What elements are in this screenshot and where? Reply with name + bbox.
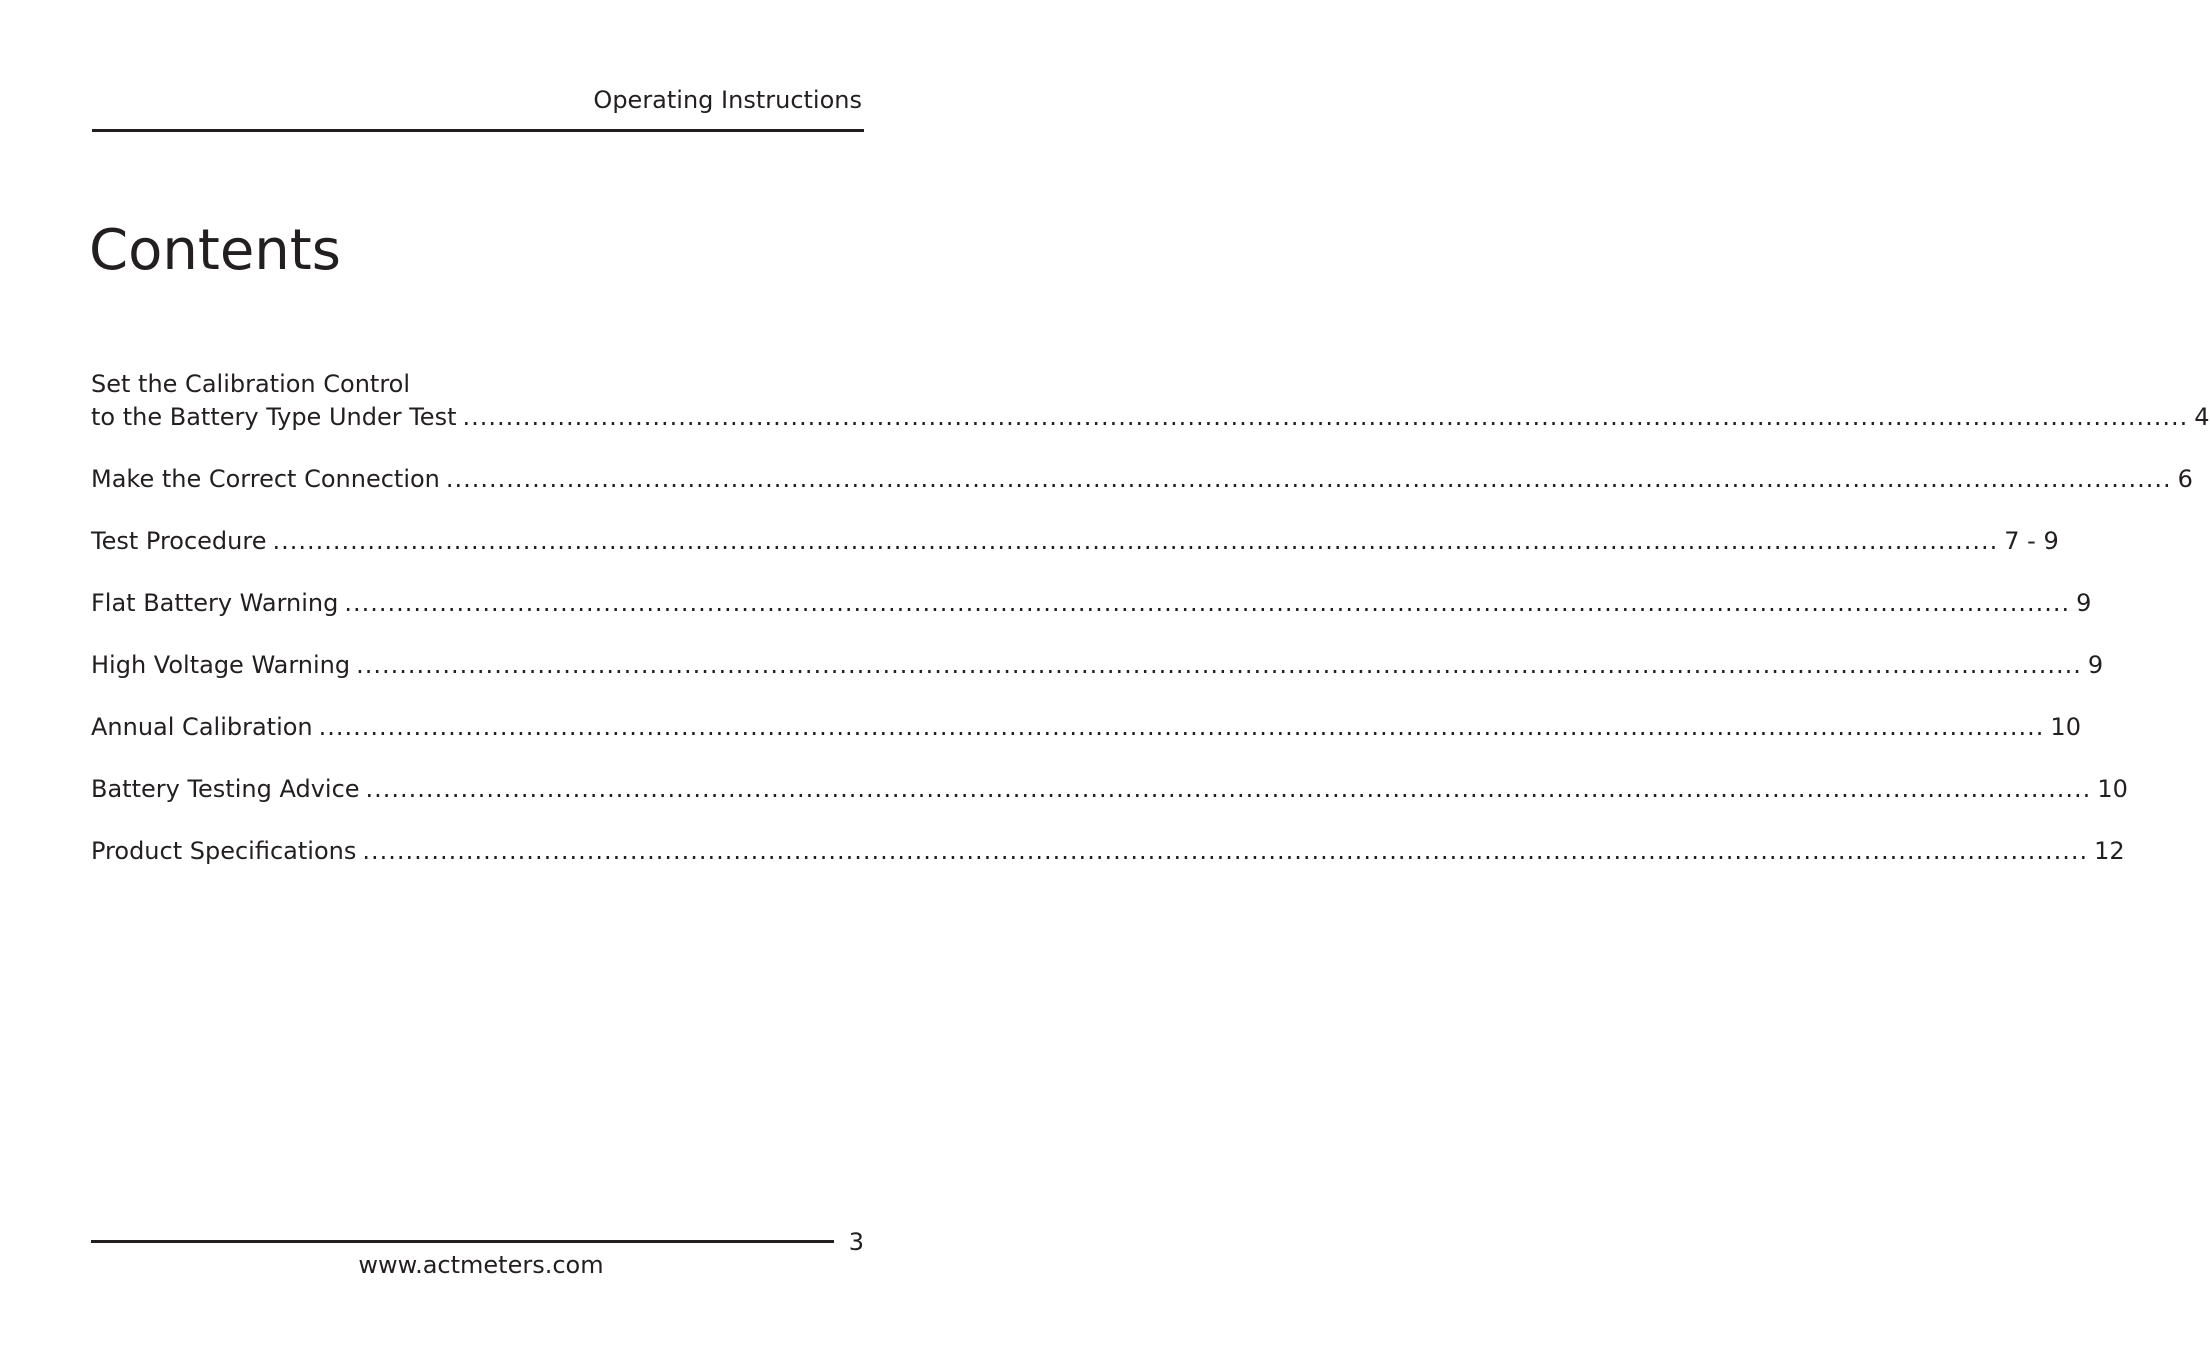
toc-entry-label: Test Procedure (91, 527, 267, 555)
toc-entry-label: Product Specifications (91, 837, 357, 865)
running-header: Operating Instructions (593, 86, 862, 114)
dot-leader: ........................................................................................................................................................................................................ (445, 465, 2172, 493)
toc-entry[interactable] (91, 835, 2125, 867)
toc-entry-page: 7 - 9 (2004, 527, 2059, 555)
footer-divider (91, 1240, 834, 1243)
header-divider (92, 129, 864, 132)
page-title: Contents (89, 218, 341, 283)
toc-entry-label: to the Battery Type Under Test (91, 403, 457, 431)
dot-leader: ........................................................................................................................................................................................................ (344, 589, 2071, 617)
toc-entry[interactable] (91, 649, 2104, 681)
toc-entry-label-line1: Set the Calibration Control (91, 370, 411, 398)
toc-entry-label: Annual Calibration (91, 713, 313, 741)
toc-entry-label: Flat Battery Warning (91, 589, 339, 617)
dot-leader: ........................................................................................................................................................................................................ (362, 837, 2089, 865)
toc-entry[interactable] (91, 711, 2081, 743)
dot-leader: ........................................................................................................................................................................................................ (318, 713, 2045, 741)
toc-entry[interactable] (91, 463, 2193, 495)
toc-entry-page: 9 (2087, 651, 2104, 679)
toc-entry-page: 9 (2076, 589, 2092, 617)
dot-leader: ........................................................................................................................................................................................................ (462, 403, 2189, 431)
dot-leader: ........................................................................................................................................................................................................ (272, 527, 1999, 555)
toc-entry-page: 4 (2194, 403, 2210, 431)
toc-entry-label: Battery Testing Advice (91, 775, 360, 803)
toc-entry[interactable] (91, 587, 2092, 619)
dot-leader: ........................................................................................................................................................................................................ (356, 651, 2082, 679)
footer-website: www.actmeters.com (358, 1251, 604, 1279)
toc-entry-page: 12 (2094, 837, 2125, 865)
toc-entry-label: Make the Correct Connection (91, 465, 440, 493)
dot-leader: ........................................................................................................................................................................................................ (365, 775, 2092, 803)
toc-entry-page: 10 (2050, 713, 2081, 741)
toc-entry-page: 10 (2097, 775, 2128, 803)
table-of-contents (91, 368, 2210, 867)
page-number: 3 (848, 1228, 864, 1256)
toc-entry-page: 6 (2177, 465, 2193, 493)
toc-entry[interactable] (91, 525, 2059, 557)
toc-entry-label: High Voltage Warning (91, 651, 351, 679)
toc-entry[interactable] (91, 773, 2128, 805)
toc-entry[interactable] (91, 401, 2210, 433)
